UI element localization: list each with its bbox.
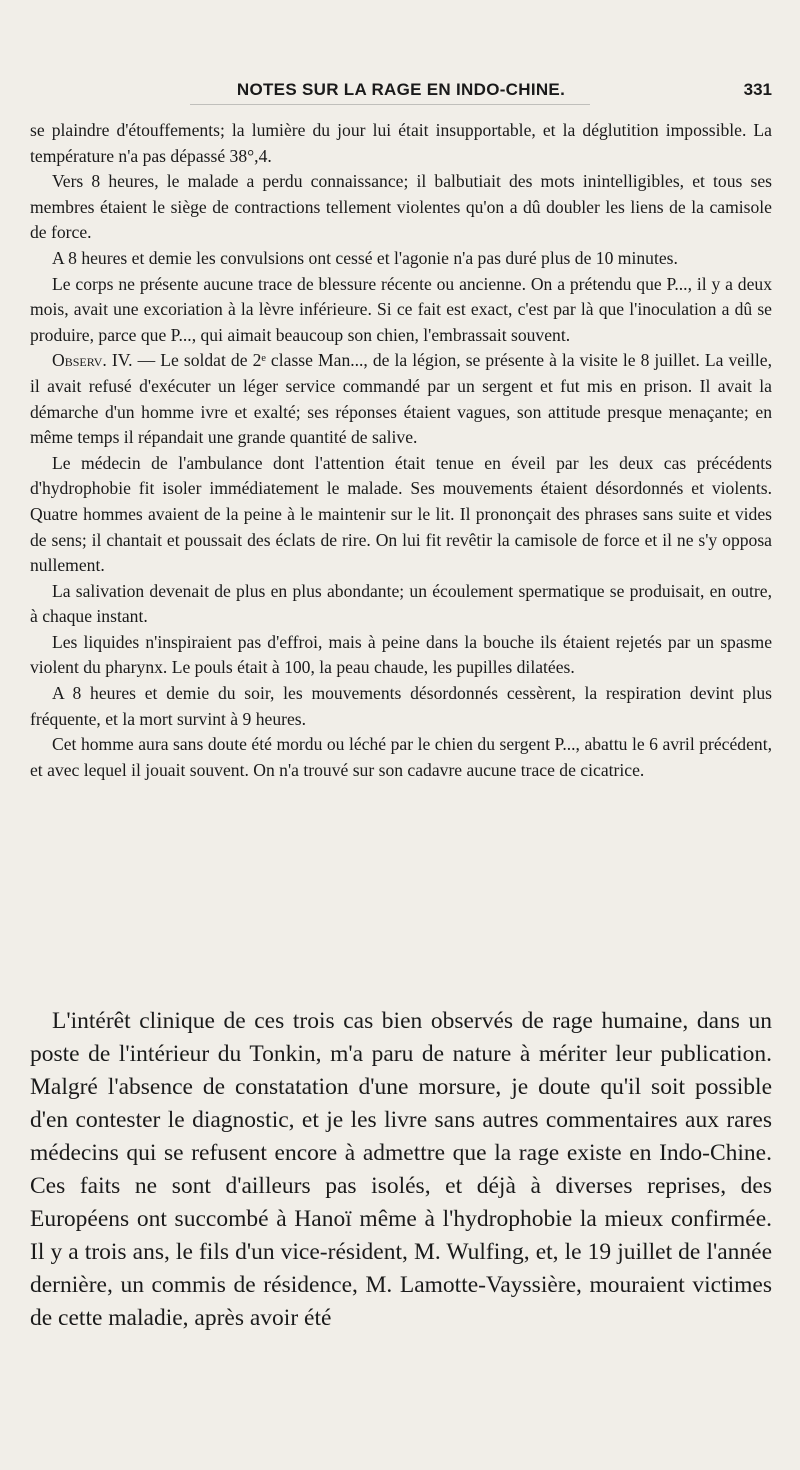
large-print-section xyxy=(30,1005,772,1335)
paragraph: La salivation devenait de plus en plus abondante; un écoulement spermatique se produisait, en outre, à chaque instant. xyxy=(30,580,772,627)
paragraph: A 8 heures et demie les convulsions ont cessé et l'agonie n'a pas duré plus de 10 minutes. xyxy=(52,247,678,268)
paragraph: Le médecin de l'ambulance dont l'attention était tenue en éveil par les deux cas précédents d'hydrophobie fit isoler immédiatement le malade. Ses mouvements étaient désordonnés et violents. Quatre hommes avaient de la peine à le maintenir sur le lit. Il prononçait des phrases sans suite et vides de sens; il chantait et poussait des éclats de rire. On lui fit revêtir la camisole de force et il ne s'y opposa nullement. xyxy=(30,452,772,576)
observation-paragraph xyxy=(30,348,772,450)
paragraph: Vers 8 heures, le malade a perdu connaissance; il balbutiait des mots inintelligibles, et tous ses membres étaient le siège de contractions tellement violentes qu'on a dû doubler les liens de la camisole de force. xyxy=(30,171,772,243)
paragraph: se plaindre d'étouffements; la lumière du jour lui était insupportable, et la déglutition impossible. La température n'a pas dépassé 38°,4. xyxy=(30,120,772,166)
paragraph: Cet homme aura sans doute été mordu ou léché par le chien du sergent P..., abattu le 6 avril précédent, et avec lequel il jouait souvent. On n'a trouvé sur son cadavre aucune trace de cicatrice. xyxy=(30,734,772,780)
header-rule xyxy=(190,104,590,105)
paragraph: A 8 heures et demie du soir, les mouvements désordonnés cessèrent, la respiration devint plus fréquente, et la mort survint à 9 heures. xyxy=(30,683,772,729)
page-number: 331 xyxy=(743,80,772,99)
observation-label: Observ. IV. xyxy=(52,350,133,371)
page-header xyxy=(30,80,772,102)
observation-text: — Le soldat de 2ᵉ classe Man..., de la légion, se présente à la visite le 8 juillet. La veille, il avait refusé d'exécuter un léger service commandé par un sergent et fut mis en prison. Il avait la démarche d'un homme ivre et exalté; ses réponses étaient vagues, son attitude presque menaçante; en même temps il répandait une grande quantité de salive. xyxy=(30,350,772,448)
running-title: NOTES SUR LA RAGE EN INDO-CHINE. xyxy=(236,80,566,99)
small-print-section xyxy=(30,118,772,783)
paragraph: Le corps ne présente aucune trace de blessure récente ou ancienne. On a prétendu que P..., il y a deux mois, avait une excoriation à la lèvre inférieure. Si ce fait est exact, c'est par là que l'inoculation a dû se produire, parce que P..., qui aimait beaucoup son chien, l'embrassait souvent. xyxy=(30,273,772,345)
paragraph: L'intérêt clinique de ces trois cas bien observés de rage humaine, dans un poste de l'intérieur du Tonkin, m'a paru de nature à mériter leur publication. Malgré l'absence de constatation d'une morsure, je doute qu'il soit possible d'en contester le diagnostic, et je les livre sans autres commentaires aux rares médecins qui se refusent encore à admettre que la rage existe en Indo-Chine. Ces faits ne sont d'ailleurs pas isolés, et déjà à diverses reprises, des Européens ont succombé à Hanoï même à l'hydrophobie la mieux confirmée. Il y a trois ans, le fils d'un vice-résident, M. Wulfing, et, le 19 juillet de l'année dernière, un commis de résidence, M. Lamotte-Vayssière, mouraient victimes de cette maladie, après avoir été xyxy=(30,1008,772,1331)
paragraph: Les liquides n'inspiraient pas d'effroi, mais à peine dans la bouche ils étaient rejetés par un spasme violent du pharynx. Le pouls était à 100, la peau chaude, les pupilles dilatées. xyxy=(30,631,772,678)
